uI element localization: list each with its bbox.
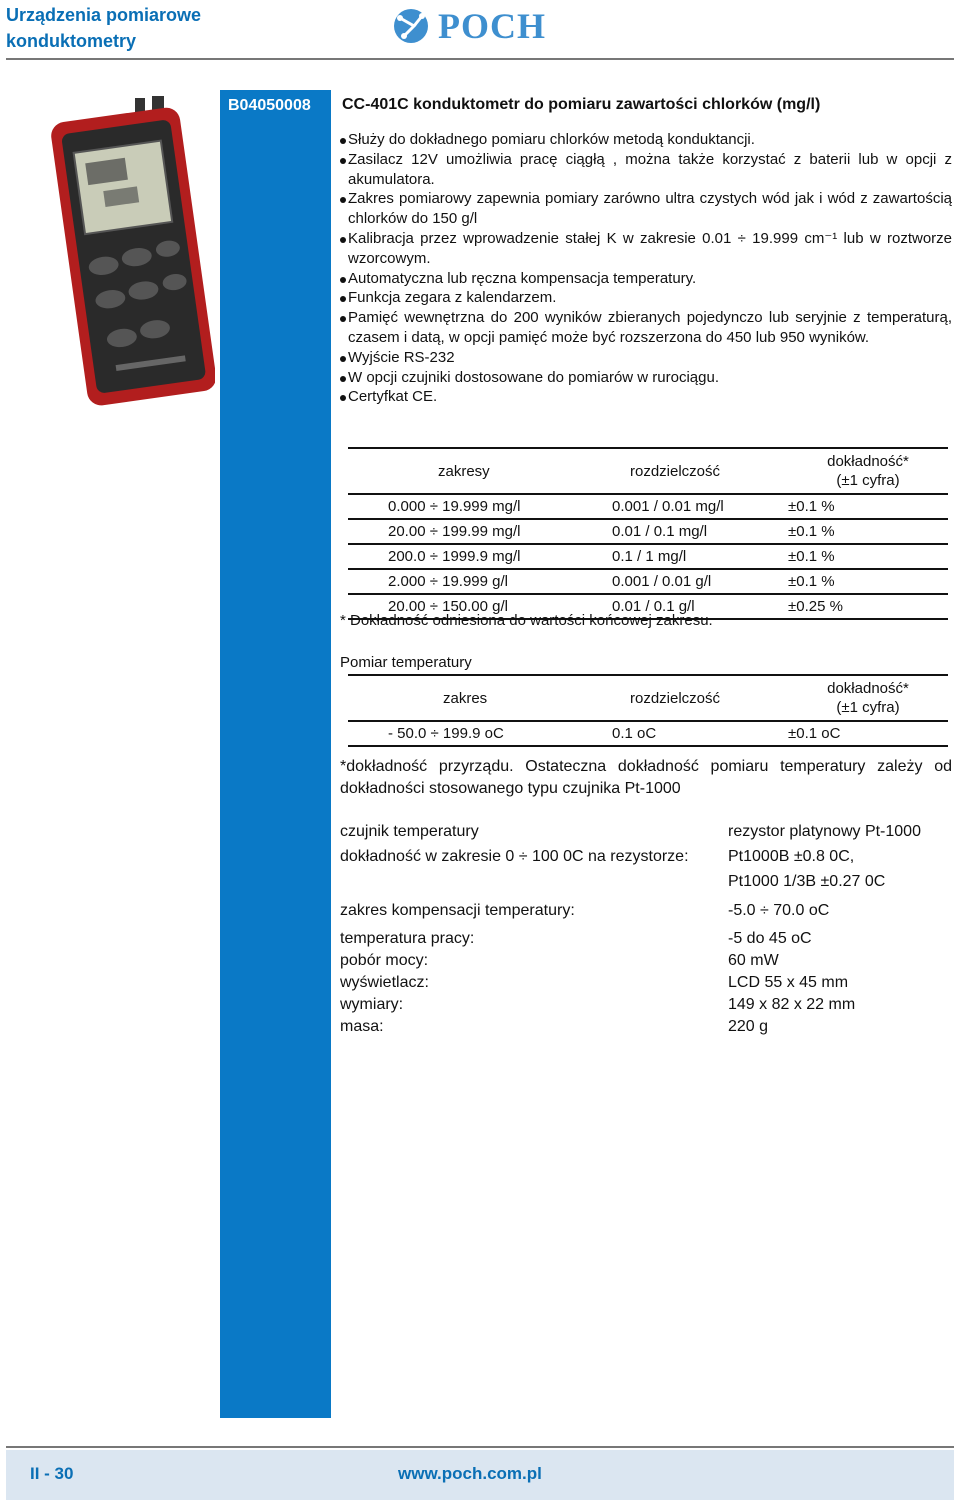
column-header: zakresy: [348, 448, 578, 494]
spec-label: masa:: [340, 1018, 384, 1035]
feature-item: W opcji czujniki dostosowane do pomiarów w rurociągu.: [340, 368, 952, 388]
column-header: rozdzielczość: [578, 448, 788, 494]
table-row: [348, 519, 948, 544]
spec-value: 149 x 82 x 22 mm: [728, 996, 856, 1013]
table-header-row: [348, 675, 948, 721]
feature-item: Certyfkat CE.: [340, 387, 952, 407]
feature-item: Zakres pomiarowy zapewnia pomiary zarówno ultra czystych wód jak i wód z zawartością chlorków do 150 g/l: [340, 189, 952, 229]
accuracy-footnote: * Dokładność odniesiona do wartości końcowej zakresu.: [340, 612, 713, 629]
footer-divider: [6, 1446, 954, 1448]
spec-value: 220 g: [728, 1018, 769, 1035]
section-title: [6, 2, 201, 54]
conductivity-meter-image: [40, 92, 215, 407]
table-cell: ±0.1 %: [788, 544, 948, 569]
spec-value: LCD 55 x 45 mm: [728, 974, 849, 991]
column-header-line2: (±1 cyfra): [836, 699, 900, 716]
feature-item: Wyjście RS-232: [340, 348, 952, 368]
table-cell: 0.001 / 0.01 g/l: [578, 569, 788, 594]
spec-label: zakres kompensacji temperatury:: [340, 902, 575, 919]
spec-label: dokładność w zakresie 0 ÷ 100 0C na rezystorze:: [340, 848, 689, 865]
spec-label: pobór mocy:: [340, 952, 429, 969]
table-cell: 0.1 / 1 mg/l: [578, 544, 788, 569]
feature-item: Funkcja zegara z kalendarzem.: [340, 288, 952, 308]
column-header: rozdzielczość: [578, 675, 788, 721]
feature-item: Pamięć wewnętrzna do 200 wyników zbieranych pojedynczo lub seryjnie z temperaturą, czasem i datą, w opcji pamięć może być rozszerzona do 450 lub 950 wyników.: [340, 308, 952, 348]
page-number: II - 30: [30, 1464, 74, 1483]
section-title-line1: Urządzenia pomiarowe: [6, 5, 202, 25]
spec-value: -5 do 45 oC: [728, 930, 812, 947]
spec-value: -5.0 ÷ 70.0 oC: [728, 902, 830, 919]
table-cell: ±0.1 %: [788, 519, 948, 544]
column-header-line1: dokładność*: [827, 680, 909, 697]
table-cell: 0.000 ÷ 19.999 mg/l: [348, 494, 578, 519]
spec-value: rezystor platynowy Pt-1000: [728, 823, 921, 840]
table-row: [348, 721, 948, 746]
column-header: [788, 675, 948, 721]
spec-value: 60 mW: [728, 952, 779, 969]
spec-label: czujnik temperatury: [340, 823, 479, 840]
blue-sidebar-column: [220, 90, 331, 1418]
table-header-row: [348, 448, 948, 494]
table-cell: 0.01 / 0.1 mg/l: [578, 519, 788, 544]
table-cell: ±0.1 %: [788, 494, 948, 519]
table-row: [348, 569, 948, 594]
table-row: [348, 544, 948, 569]
temperature-heading: Pomiar temperatury: [340, 654, 472, 671]
product-title: CC-401C konduktometr do pomiaru zawartości chlorków (mg/l): [342, 96, 821, 113]
temperature-table: [348, 674, 948, 747]
accuracy-table: [348, 447, 948, 620]
table-cell: 0.1 oC: [578, 721, 788, 746]
table-cell: 0.001 / 0.01 mg/l: [578, 494, 788, 519]
spec-label: temperatura pracy:: [340, 930, 475, 947]
table-cell: 2.000 ÷ 19.999 g/l: [348, 569, 578, 594]
feature-item: Służy do dokładnego pomiaru chlorków metodą konduktancji.: [340, 130, 952, 150]
feature-item: Zasilacz 12V umożliwia pracę ciągłą , można także korzystać z baterii lub w opcji z akumulatora.: [340, 150, 952, 190]
spec-value: Pt1000 1/3B ±0.27 0C: [728, 873, 886, 890]
table-cell: ±0.1 oC: [788, 721, 948, 746]
temperature-note: *dokładność przyrządu. Ostateczna dokładność pomiaru temperatury zależy od dokładności stosowanego typu czujnika Pt-1000: [340, 758, 952, 797]
spec-value: Pt1000B ±0.8 0C,: [728, 848, 855, 865]
table-cell: - 50.0 ÷ 199.9 oC: [348, 721, 578, 746]
column-header: [788, 448, 948, 494]
product-code: B04050008: [228, 97, 311, 114]
logo-text: POCH: [438, 6, 546, 46]
feature-list: [340, 130, 952, 407]
column-header-line2: (±1 cyfra): [836, 472, 900, 489]
table-cell: 200.0 ÷ 1999.9 mg/l: [348, 544, 578, 569]
feature-item: Automatyczna lub ręczna kompensacja temperatury.: [340, 269, 952, 289]
table-cell: ±0.1 %: [788, 569, 948, 594]
table-row: [348, 494, 948, 519]
spec-label: wyświetlacz:: [340, 974, 429, 991]
spec-label: wymiary:: [340, 996, 404, 1013]
table-cell: ±0.25 %: [788, 594, 948, 619]
website-link[interactable]: www.poch.com.pl: [398, 1464, 542, 1483]
column-header-line1: dokładność*: [827, 453, 909, 470]
header-divider: [6, 58, 954, 60]
table-cell: 20.00 ÷ 199.99 mg/l: [348, 519, 578, 544]
table-cell: 0.01 / 0.1 g/l: [578, 594, 788, 619]
section-title-line2: konduktometry: [6, 31, 137, 51]
column-header: zakres: [348, 675, 578, 721]
feature-item: Kalibracja przez wprowadzenie stałej K w zakresie 0.01 ÷ 19.999 cm⁻¹ lub w roztworze wzorcowym.: [340, 229, 952, 269]
table-cell: 20.00 ÷ 150.00 g/l: [348, 594, 578, 619]
